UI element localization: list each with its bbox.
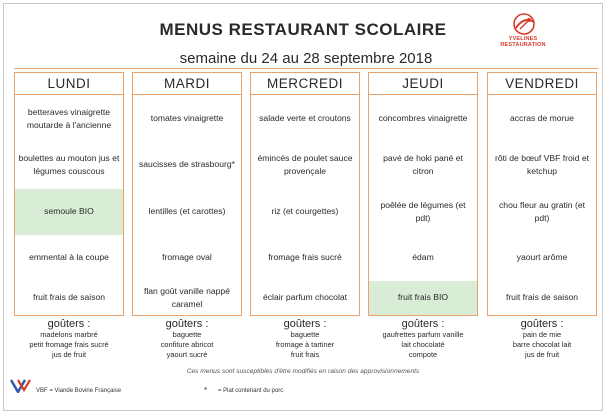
chef-icon — [502, 12, 544, 36]
meal-item: yaourt arôme — [516, 252, 568, 263]
day-column-lundi — [14, 72, 124, 316]
day-header: MARDI — [133, 73, 241, 95]
gouter-item: fruit frais — [290, 350, 320, 360]
meal-item: concombres vinaigrette — [378, 113, 468, 124]
day-header: VENDREDI — [488, 73, 596, 95]
day-column-jeudi — [368, 72, 478, 316]
meal-item: emmental à la coupe — [29, 252, 109, 263]
day-column-mercredi — [250, 72, 360, 316]
gouter-item: gaufrettes parfum vanille — [382, 330, 464, 339]
gouter-item: fromage à tartiner — [275, 340, 335, 350]
meal-item: poêlée de légumes (et pdt) — [380, 199, 466, 223]
page-title: MENUS RESTAURANT SCOLAIRE — [159, 20, 447, 39]
gouter-block — [132, 318, 242, 361]
meal-item: fruit frais de saison — [32, 292, 106, 303]
meal-item: riz (et courgettes) — [271, 206, 339, 217]
gouter-item: jus de fruit — [51, 350, 87, 360]
gouter-block — [250, 318, 360, 361]
meal-item: flan goût vanille nappé caramel — [143, 285, 230, 309]
meal-item: fromage oval — [162, 252, 212, 263]
meal-item: betteraves vinaigrette moutarde à l'ancienne — [26, 106, 112, 130]
gouter-block — [14, 318, 124, 361]
logo-text: YVELINES RESTAURATION — [500, 36, 546, 48]
meal-item: chou fleur au gratin (et pdt) — [499, 199, 585, 223]
gouter-item: lait chocolaté — [401, 340, 445, 350]
gouter-item: baguette — [172, 330, 202, 339]
meal-item: fruit frais de saison — [505, 292, 579, 303]
gouter-item: baguette — [290, 330, 320, 339]
day-column-vendredi — [487, 72, 597, 316]
footer-note: Ces menus sont susceptibles d'être modifiés en raison des approvisionnements — [186, 368, 420, 375]
gouter-title: goûters : — [283, 318, 327, 330]
gouter-item: pain de mie — [522, 330, 562, 339]
meal-item: édam — [412, 252, 434, 263]
meal-item: lentilles (et carottes) — [148, 206, 226, 217]
gouter-item: petit fromage frais sucré — [29, 340, 109, 350]
gouter-item: yaourt sucré — [166, 350, 208, 360]
week-underline — [14, 68, 598, 69]
legend-pork: = Plat contenant du porc — [218, 388, 284, 394]
gouter-item: madelons marbré — [40, 330, 98, 339]
day-header: LUNDI — [15, 73, 123, 95]
meal-item: fromage frais sucré — [268, 252, 342, 263]
meal-item: saucisses de strasbourg* — [138, 159, 235, 170]
meal-item: salade verte et croutons — [259, 113, 351, 124]
gouter-block — [368, 318, 478, 361]
asterisk-icon: * — [204, 386, 208, 395]
day-header: MERCREDI — [251, 73, 359, 95]
vbf-logo-icon — [10, 379, 32, 393]
meal-item: fruit frais BIO — [369, 281, 477, 315]
gouter-item: barre chocolat lait — [512, 340, 572, 350]
gouter-title: goûters : — [520, 318, 564, 330]
gouter-item: compote — [408, 350, 438, 360]
day-header: JEUDI — [369, 73, 477, 95]
day-column-mardi — [132, 72, 242, 316]
meal-item: émincés de poulet sauce provençale — [257, 152, 353, 176]
meal-item: rôti de bœuf VBF froid et ketchup — [494, 152, 590, 176]
week-title: semaine du 24 au 28 septembre 2018 — [179, 50, 433, 67]
meal-item: semoule BIO — [15, 189, 123, 235]
gouter-block — [487, 318, 597, 361]
meal-item: éclair parfum chocolat — [262, 292, 348, 303]
meal-item: pavé de hoki pané et citron — [383, 152, 463, 176]
gouter-title: goûters : — [401, 318, 445, 330]
gouter-item: confiture abricot — [160, 340, 214, 350]
legend-vbf: VBF = Viande Bovine Française — [36, 388, 122, 394]
yvelines-restauration-logo — [488, 12, 558, 46]
gouter-title: goûters : — [165, 318, 209, 330]
gouter-title: goûters : — [47, 318, 91, 330]
meal-item: tomates vinaigrette — [150, 113, 224, 124]
meal-item: boulettes au mouton jus et légumes couscous — [18, 152, 120, 176]
gouter-item: jus de fruit — [524, 350, 560, 360]
meal-item: accras de morue — [509, 113, 574, 124]
